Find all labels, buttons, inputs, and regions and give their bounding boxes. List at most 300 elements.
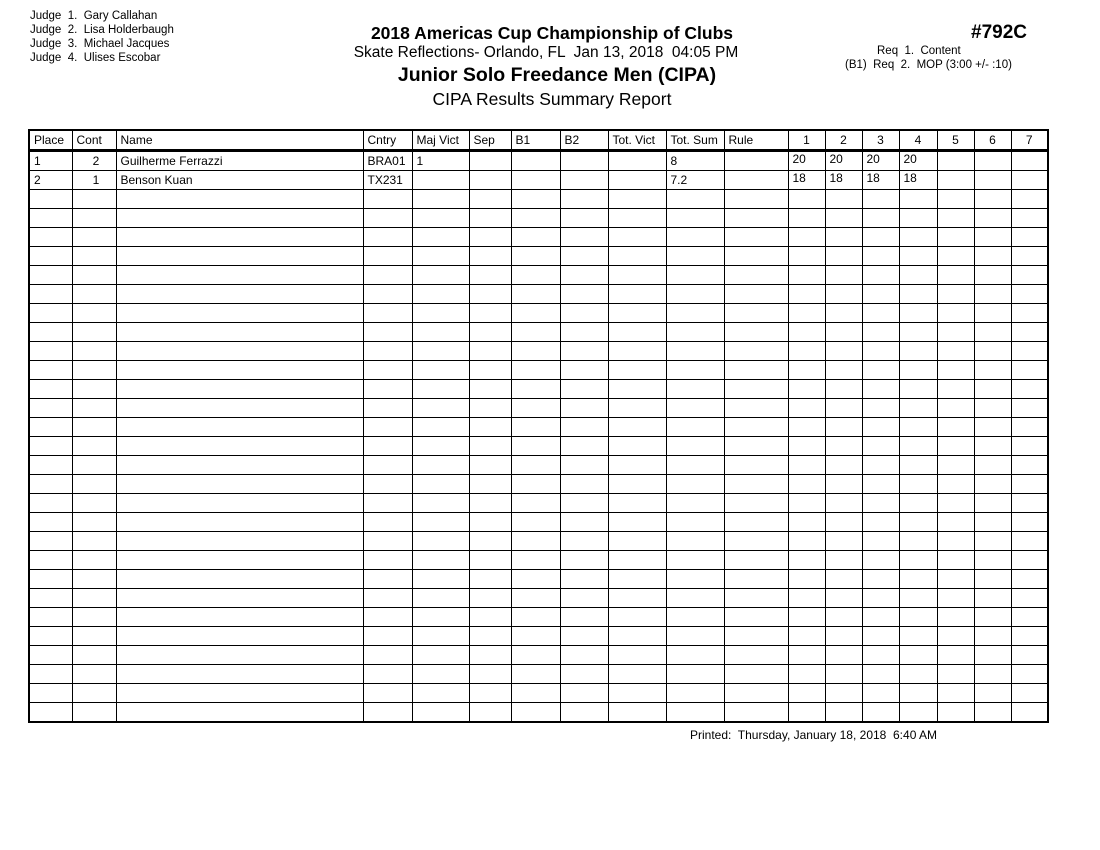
empty-cell bbox=[469, 437, 511, 456]
empty-cell bbox=[412, 494, 469, 513]
empty-cell bbox=[937, 247, 974, 266]
empty-cell bbox=[825, 608, 862, 627]
empty-cell bbox=[899, 247, 937, 266]
empty-cell bbox=[608, 266, 666, 285]
empty-cell bbox=[412, 399, 469, 418]
empty-table-row bbox=[29, 684, 1048, 703]
empty-cell bbox=[974, 323, 1011, 342]
empty-cell bbox=[29, 209, 72, 228]
empty-cell bbox=[560, 608, 608, 627]
empty-cell bbox=[788, 532, 825, 551]
empty-cell bbox=[608, 665, 666, 684]
empty-cell bbox=[511, 266, 560, 285]
empty-cell bbox=[724, 304, 788, 323]
empty-cell bbox=[937, 627, 974, 646]
empty-cell bbox=[412, 608, 469, 627]
empty-cell bbox=[608, 285, 666, 304]
cell-tot-vict bbox=[608, 151, 666, 171]
empty-cell bbox=[862, 361, 899, 380]
empty-cell bbox=[666, 437, 724, 456]
empty-table-row bbox=[29, 361, 1048, 380]
empty-table-row bbox=[29, 456, 1048, 475]
empty-cell bbox=[788, 399, 825, 418]
empty-cell bbox=[1011, 285, 1048, 304]
empty-cell bbox=[788, 608, 825, 627]
empty-cell bbox=[974, 266, 1011, 285]
empty-cell bbox=[666, 684, 724, 703]
empty-cell bbox=[72, 380, 116, 399]
requirement-1: Req 1. Content bbox=[877, 45, 961, 57]
empty-cell bbox=[608, 380, 666, 399]
empty-cell bbox=[825, 513, 862, 532]
empty-cell bbox=[116, 608, 363, 627]
empty-cell bbox=[363, 209, 412, 228]
cell-judge-1: 18 bbox=[788, 171, 825, 190]
empty-cell bbox=[788, 589, 825, 608]
empty-cell bbox=[560, 361, 608, 380]
empty-cell bbox=[724, 646, 788, 665]
empty-cell bbox=[974, 513, 1011, 532]
empty-cell bbox=[788, 247, 825, 266]
cell-judge-4: 20 bbox=[899, 151, 937, 171]
empty-cell bbox=[363, 342, 412, 361]
empty-cell bbox=[469, 494, 511, 513]
empty-cell bbox=[724, 551, 788, 570]
cell-judge-4: 18 bbox=[899, 171, 937, 190]
empty-cell bbox=[974, 570, 1011, 589]
empty-cell bbox=[899, 570, 937, 589]
empty-cell bbox=[825, 684, 862, 703]
empty-cell bbox=[788, 266, 825, 285]
cell-tot-sum: 7.2 bbox=[666, 171, 724, 190]
empty-cell bbox=[862, 532, 899, 551]
empty-cell bbox=[560, 532, 608, 551]
empty-cell bbox=[469, 684, 511, 703]
empty-cell bbox=[560, 380, 608, 399]
empty-cell bbox=[412, 247, 469, 266]
empty-cell bbox=[825, 665, 862, 684]
empty-cell bbox=[412, 532, 469, 551]
col-b1: B1 bbox=[511, 130, 560, 151]
judge-2: Judge 2. Lisa Holderbaugh bbox=[30, 24, 174, 36]
empty-cell bbox=[788, 494, 825, 513]
empty-cell bbox=[29, 589, 72, 608]
empty-cell bbox=[899, 551, 937, 570]
empty-cell bbox=[666, 570, 724, 589]
empty-cell bbox=[1011, 361, 1048, 380]
empty-cell bbox=[724, 418, 788, 437]
empty-cell bbox=[666, 380, 724, 399]
empty-cell bbox=[862, 437, 899, 456]
empty-cell bbox=[788, 285, 825, 304]
empty-cell bbox=[825, 247, 862, 266]
empty-cell bbox=[116, 247, 363, 266]
empty-cell bbox=[560, 285, 608, 304]
empty-cell bbox=[666, 665, 724, 684]
cell-judge-5 bbox=[937, 171, 974, 190]
empty-cell bbox=[116, 380, 363, 399]
empty-cell bbox=[825, 475, 862, 494]
empty-cell bbox=[608, 209, 666, 228]
empty-cell bbox=[608, 475, 666, 494]
empty-cell bbox=[116, 513, 363, 532]
empty-cell bbox=[899, 399, 937, 418]
cell-judge-2: 18 bbox=[825, 171, 862, 190]
empty-cell bbox=[825, 418, 862, 437]
empty-cell bbox=[560, 570, 608, 589]
empty-cell bbox=[666, 608, 724, 627]
cell-b1 bbox=[511, 151, 560, 171]
empty-cell bbox=[1011, 684, 1048, 703]
empty-cell bbox=[937, 608, 974, 627]
cell-place: 2 bbox=[29, 171, 72, 190]
empty-cell bbox=[666, 209, 724, 228]
empty-cell bbox=[974, 437, 1011, 456]
empty-cell bbox=[666, 361, 724, 380]
report-header bbox=[330, 22, 774, 110]
empty-table-row bbox=[29, 266, 1048, 285]
empty-cell bbox=[116, 285, 363, 304]
empty-cell bbox=[666, 342, 724, 361]
empty-cell bbox=[974, 380, 1011, 399]
empty-cell bbox=[937, 456, 974, 475]
empty-cell bbox=[363, 399, 412, 418]
empty-cell bbox=[788, 361, 825, 380]
empty-cell bbox=[862, 475, 899, 494]
empty-cell bbox=[825, 323, 862, 342]
empty-cell bbox=[899, 456, 937, 475]
empty-cell bbox=[363, 437, 412, 456]
empty-cell bbox=[862, 190, 899, 209]
empty-cell bbox=[412, 361, 469, 380]
empty-cell bbox=[469, 703, 511, 723]
empty-table-row bbox=[29, 494, 1048, 513]
cell-cntry: BRA01 bbox=[363, 151, 412, 171]
empty-cell bbox=[72, 323, 116, 342]
empty-cell bbox=[608, 456, 666, 475]
empty-cell bbox=[1011, 304, 1048, 323]
empty-cell bbox=[1011, 190, 1048, 209]
empty-cell bbox=[974, 399, 1011, 418]
cell-maj-vict bbox=[412, 171, 469, 190]
empty-cell bbox=[724, 589, 788, 608]
empty-table-row bbox=[29, 532, 1048, 551]
empty-cell bbox=[788, 304, 825, 323]
venue-date: Skate Reflections- Orlando, FL Jan 13, 2018 04:05 PM bbox=[353, 44, 739, 61]
empty-cell bbox=[862, 627, 899, 646]
empty-cell bbox=[666, 399, 724, 418]
empty-cell bbox=[666, 266, 724, 285]
empty-cell bbox=[116, 209, 363, 228]
empty-cell bbox=[788, 190, 825, 209]
cell-tot-sum: 8 bbox=[666, 151, 724, 171]
empty-cell bbox=[29, 703, 72, 723]
empty-cell bbox=[899, 703, 937, 723]
empty-cell bbox=[363, 285, 412, 304]
empty-cell bbox=[469, 627, 511, 646]
empty-cell bbox=[724, 570, 788, 589]
empty-cell bbox=[511, 684, 560, 703]
empty-cell bbox=[1011, 703, 1048, 723]
empty-cell bbox=[788, 665, 825, 684]
empty-cell bbox=[116, 418, 363, 437]
empty-table-row bbox=[29, 323, 1048, 342]
empty-cell bbox=[116, 703, 363, 723]
empty-cell bbox=[974, 361, 1011, 380]
empty-table-row bbox=[29, 342, 1048, 361]
empty-cell bbox=[1011, 627, 1048, 646]
empty-cell bbox=[724, 285, 788, 304]
empty-cell bbox=[412, 627, 469, 646]
empty-cell bbox=[469, 589, 511, 608]
empty-cell bbox=[899, 209, 937, 228]
empty-cell bbox=[560, 323, 608, 342]
empty-cell bbox=[560, 513, 608, 532]
empty-cell bbox=[862, 646, 899, 665]
col-judge-7: 7 bbox=[1011, 130, 1048, 151]
empty-cell bbox=[72, 437, 116, 456]
cell-cont: 1 bbox=[72, 171, 116, 190]
empty-cell bbox=[29, 532, 72, 551]
empty-cell bbox=[937, 665, 974, 684]
empty-cell bbox=[788, 475, 825, 494]
col-place: Place bbox=[29, 130, 72, 151]
empty-cell bbox=[511, 361, 560, 380]
empty-cell bbox=[469, 342, 511, 361]
empty-cell bbox=[511, 342, 560, 361]
empty-cell bbox=[72, 494, 116, 513]
cell-name: Guilherme Ferrazzi bbox=[116, 151, 363, 171]
empty-cell bbox=[412, 304, 469, 323]
cell-cntry: TX231 bbox=[363, 171, 412, 190]
empty-cell bbox=[937, 551, 974, 570]
empty-cell bbox=[511, 665, 560, 684]
empty-table-row bbox=[29, 475, 1048, 494]
empty-cell bbox=[1011, 589, 1048, 608]
empty-cell bbox=[862, 399, 899, 418]
empty-cell bbox=[363, 304, 412, 323]
empty-cell bbox=[724, 532, 788, 551]
empty-cell bbox=[511, 380, 560, 399]
empty-cell bbox=[825, 228, 862, 247]
empty-cell bbox=[724, 456, 788, 475]
empty-cell bbox=[724, 494, 788, 513]
empty-cell bbox=[29, 646, 72, 665]
empty-cell bbox=[1011, 532, 1048, 551]
empty-cell bbox=[72, 266, 116, 285]
empty-cell bbox=[363, 323, 412, 342]
empty-cell bbox=[412, 570, 469, 589]
empty-cell bbox=[899, 323, 937, 342]
empty-table-row bbox=[29, 190, 1048, 209]
empty-cell bbox=[116, 627, 363, 646]
empty-cell bbox=[974, 190, 1011, 209]
empty-cell bbox=[412, 551, 469, 570]
empty-cell bbox=[974, 608, 1011, 627]
empty-cell bbox=[469, 190, 511, 209]
table-row bbox=[29, 171, 1048, 190]
empty-cell bbox=[116, 475, 363, 494]
cell-judge-6 bbox=[974, 151, 1011, 171]
empty-cell bbox=[560, 190, 608, 209]
empty-cell bbox=[825, 399, 862, 418]
empty-cell bbox=[862, 266, 899, 285]
empty-cell bbox=[363, 494, 412, 513]
empty-cell bbox=[666, 247, 724, 266]
empty-cell bbox=[469, 266, 511, 285]
empty-cell bbox=[469, 285, 511, 304]
col-judge-4: 4 bbox=[899, 130, 937, 151]
cell-place: 1 bbox=[29, 151, 72, 171]
empty-cell bbox=[511, 437, 560, 456]
cell-judge-7 bbox=[1011, 151, 1048, 171]
cell-b1 bbox=[511, 171, 560, 190]
empty-cell bbox=[412, 646, 469, 665]
empty-cell bbox=[937, 266, 974, 285]
empty-cell bbox=[29, 551, 72, 570]
empty-cell bbox=[899, 285, 937, 304]
empty-cell bbox=[937, 418, 974, 437]
empty-cell bbox=[412, 703, 469, 723]
empty-cell bbox=[937, 399, 974, 418]
empty-cell bbox=[666, 190, 724, 209]
empty-cell bbox=[937, 190, 974, 209]
empty-cell bbox=[1011, 551, 1048, 570]
empty-cell bbox=[899, 418, 937, 437]
empty-cell bbox=[1011, 494, 1048, 513]
empty-cell bbox=[937, 437, 974, 456]
empty-cell bbox=[560, 589, 608, 608]
empty-cell bbox=[899, 380, 937, 399]
empty-cell bbox=[469, 228, 511, 247]
empty-cell bbox=[862, 494, 899, 513]
empty-cell bbox=[608, 304, 666, 323]
empty-cell bbox=[724, 342, 788, 361]
empty-cell bbox=[825, 570, 862, 589]
empty-cell bbox=[788, 209, 825, 228]
empty-cell bbox=[116, 494, 363, 513]
empty-table-row bbox=[29, 437, 1048, 456]
empty-cell bbox=[469, 380, 511, 399]
empty-cell bbox=[666, 285, 724, 304]
empty-cell bbox=[363, 646, 412, 665]
empty-cell bbox=[469, 646, 511, 665]
empty-cell bbox=[788, 627, 825, 646]
empty-cell bbox=[724, 323, 788, 342]
empty-cell bbox=[560, 684, 608, 703]
empty-cell bbox=[862, 228, 899, 247]
empty-cell bbox=[608, 323, 666, 342]
empty-cell bbox=[1011, 266, 1048, 285]
empty-cell bbox=[1011, 342, 1048, 361]
empty-cell bbox=[363, 247, 412, 266]
empty-cell bbox=[825, 551, 862, 570]
empty-cell bbox=[1011, 418, 1048, 437]
empty-cell bbox=[116, 399, 363, 418]
empty-cell bbox=[72, 304, 116, 323]
empty-cell bbox=[899, 361, 937, 380]
empty-cell bbox=[116, 456, 363, 475]
empty-cell bbox=[29, 323, 72, 342]
empty-cell bbox=[469, 399, 511, 418]
empty-cell bbox=[899, 532, 937, 551]
empty-table-row bbox=[29, 418, 1048, 437]
empty-cell bbox=[608, 494, 666, 513]
empty-cell bbox=[511, 209, 560, 228]
empty-table-row bbox=[29, 380, 1048, 399]
empty-cell bbox=[560, 209, 608, 228]
cell-rule bbox=[724, 171, 788, 190]
empty-cell bbox=[862, 380, 899, 399]
empty-cell bbox=[29, 665, 72, 684]
cell-rule bbox=[724, 151, 788, 171]
empty-cell bbox=[469, 323, 511, 342]
empty-cell bbox=[560, 266, 608, 285]
cell-judge-6 bbox=[974, 171, 1011, 190]
empty-cell bbox=[788, 380, 825, 399]
empty-cell bbox=[788, 703, 825, 723]
empty-cell bbox=[72, 684, 116, 703]
empty-cell bbox=[72, 228, 116, 247]
empty-cell bbox=[511, 323, 560, 342]
cell-b2 bbox=[560, 151, 608, 171]
col-sep: Sep bbox=[469, 130, 511, 151]
empty-cell bbox=[724, 627, 788, 646]
empty-cell bbox=[899, 342, 937, 361]
empty-cell bbox=[825, 304, 862, 323]
empty-table-row bbox=[29, 589, 1048, 608]
empty-cell bbox=[511, 513, 560, 532]
col-tot-sum: Tot. Sum bbox=[666, 130, 724, 151]
empty-cell bbox=[724, 684, 788, 703]
empty-table-row bbox=[29, 228, 1048, 247]
empty-cell bbox=[825, 342, 862, 361]
empty-cell bbox=[937, 323, 974, 342]
empty-cell bbox=[788, 228, 825, 247]
empty-cell bbox=[862, 342, 899, 361]
empty-cell bbox=[724, 361, 788, 380]
empty-cell bbox=[1011, 665, 1048, 684]
empty-cell bbox=[825, 589, 862, 608]
empty-cell bbox=[116, 665, 363, 684]
col-judge-2: 2 bbox=[825, 130, 862, 151]
empty-cell bbox=[511, 589, 560, 608]
empty-cell bbox=[560, 418, 608, 437]
empty-cell bbox=[116, 304, 363, 323]
empty-cell bbox=[724, 513, 788, 532]
empty-table-row bbox=[29, 551, 1048, 570]
empty-cell bbox=[469, 513, 511, 532]
empty-cell bbox=[72, 646, 116, 665]
empty-cell bbox=[72, 589, 116, 608]
empty-cell bbox=[363, 228, 412, 247]
empty-cell bbox=[608, 608, 666, 627]
empty-cell bbox=[72, 570, 116, 589]
empty-cell bbox=[608, 627, 666, 646]
empty-cell bbox=[608, 570, 666, 589]
empty-cell bbox=[788, 418, 825, 437]
empty-cell bbox=[1011, 646, 1048, 665]
empty-cell bbox=[825, 190, 862, 209]
empty-cell bbox=[363, 190, 412, 209]
empty-cell bbox=[862, 684, 899, 703]
empty-cell bbox=[72, 703, 116, 723]
empty-cell bbox=[937, 304, 974, 323]
empty-cell bbox=[29, 418, 72, 437]
table-header-row bbox=[29, 130, 1048, 151]
empty-cell bbox=[29, 380, 72, 399]
printed-timestamp: Printed: Thursday, January 18, 2018 6:40 AM bbox=[690, 728, 938, 742]
